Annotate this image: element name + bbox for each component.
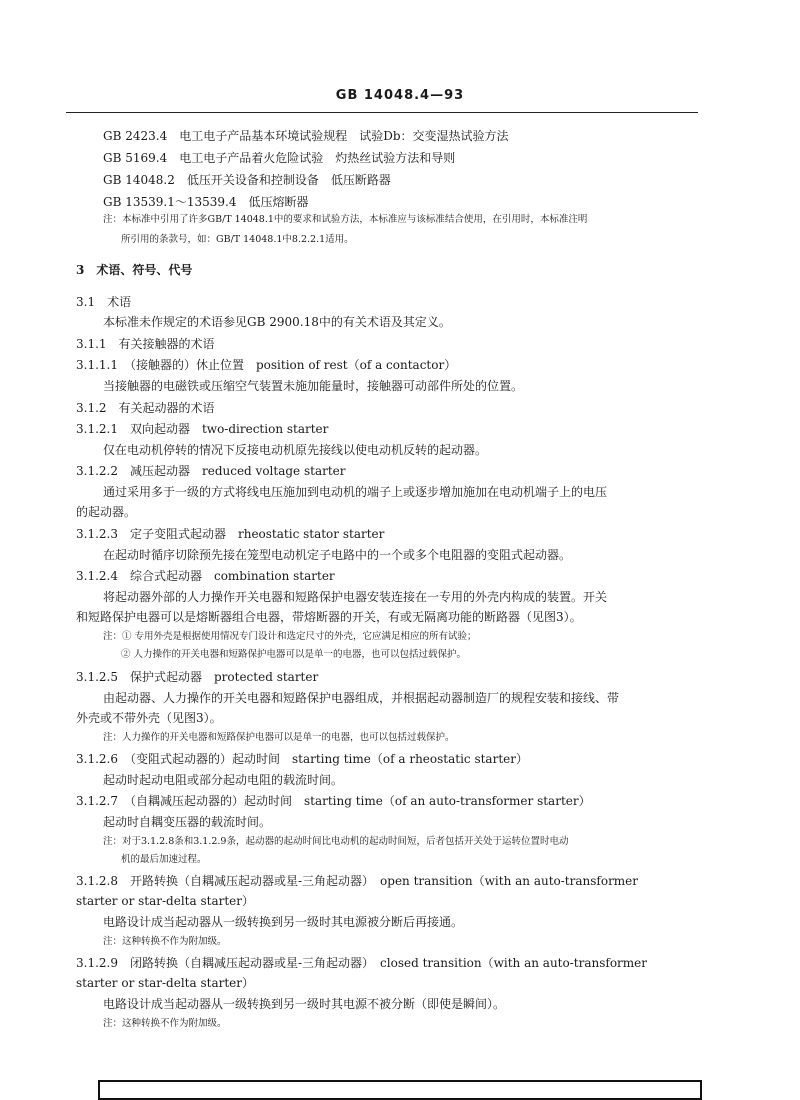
clause-heading: 3.1.2.9 闭路转换（自耦减压起动器或星-三角起动器） closed transition（with an auto-transformer (76, 956, 648, 970)
clause-text: 电路设计成当起动器从一级转换到另一级时其电源被分断后再接通。 (103, 915, 464, 929)
clause-heading: 3.1.2.4 综合式起动器 combination starter (76, 569, 335, 583)
clause-text: 外壳或不带外壳（见图3）。 (76, 711, 222, 725)
clause-note: 注：对于3.1.2.8条和3.1.2.9条，起动器的起动时间比电动机的起动时间短，后者包括开关处于运转位置时电动 (103, 836, 569, 847)
reference-item: GB 5169.4 电工电子产品着火危险试验 灼热丝试验方法和导则 (103, 151, 456, 165)
reference-item: GB 2423.4 电工电子产品基本环境试验规程 试验Db：交变湿热试验方法 (103, 129, 509, 143)
clause-text: 起动时起动电阻或部分起动电阻的载流时间。 (103, 773, 344, 787)
clause-text: 本标准未作规定的术语参见GB 2900.18中的有关术语及其定义。 (103, 315, 451, 329)
clause-heading: 3.1.2.1 双向起动器 two-direction starter (76, 422, 329, 436)
header-rule (66, 112, 698, 113)
clause-heading: 3.1.2.8 开路转换（自耦减压起动器或星-三角起动器） open transition（with an auto-transformer (76, 874, 639, 888)
clause-note: 注：① 专用外壳是根据使用情况专门设计和选定尺寸的外壳，它应满足相应的所有试验； (103, 631, 477, 642)
reference-note: 注：本标准中引用了许多GB/T 14048.1中的要求和试验方法，本标准应与该标准结合使用，在引用时，本标准注明 (103, 214, 588, 225)
clause-text: 的起动器。 (76, 505, 137, 519)
clause-text: 将起动器外部的人力操作开关电器和短路保护电器安装连接在一专用的外壳内构成的装置。开关 (103, 590, 608, 604)
clause-heading: 3.1.2 有关起动器的术语 (76, 401, 215, 415)
clause-heading: 3.1.2.2 减压起动器 reduced voltage starter (76, 464, 346, 478)
clause-text: 在起动时循序切除预先接在笼型电动机定子电路中的一个或多个电阻器的变阻式起动器。 (103, 548, 572, 562)
clause-heading: 3.1.2.6 （变阻式起动器的）起动时间 starting time（of a rheostatic starter） (76, 752, 528, 766)
clause-note: 注：人力操作的开关电器和短路保护电器可以是单一的电器，也可以包括过载保护。 (103, 732, 455, 743)
clause-heading: 3.1.2.5 保护式起动器 protected starter (76, 670, 319, 684)
reference-note: 所引用的条款号，如：GB/T 14048.1中8.2.2.1适用。 (121, 234, 354, 245)
clause-text: 仅在电动机停转的情况下反接电动机原先接线以使电动机反转的起动器。 (103, 443, 488, 457)
clause-heading: starter or star-delta starter） (76, 894, 254, 908)
section-heading: 3 术语、符号、代号 (76, 263, 193, 277)
clause-note: 注：这种转换不作为附加级。 (103, 1018, 227, 1029)
reference-item: GB 13539.1～13539.4 低压熔断器 (103, 195, 309, 209)
clause-text: 和短路保护电器可以是熔断器组合电器，带熔断器的开关，有或无隔离功能的断路器（见图3）。 (76, 610, 582, 624)
clause-text: 由起动器、人力操作的开关电器和短路保护电器组成，并根据起动器制造厂的规程安装和接线、带 (103, 691, 620, 705)
clause-heading: starter or star-delta starter） (76, 976, 254, 990)
clause-text: 当接触器的电磁铁或压缩空气装置未施加能量时，接触器可动部件所处的位置。 (103, 379, 524, 393)
clause-heading: 3.1.1 有关接触器的术语 (76, 337, 215, 351)
clause-note: 注：这种转换不作为附加级。 (103, 936, 227, 947)
figure-frame (98, 1080, 702, 1100)
clause-heading: 3.1 术语 (76, 295, 132, 309)
clause-heading: 3.1.1.1 （接触器的）休止位置 position of rest（of a contactor） (76, 358, 457, 372)
clause-text: 电路设计成当起动器从一级转换到另一级时其电源不被分断（即使是瞬间）。 (103, 997, 506, 1011)
clause-text: 通过采用多于一级的方式将线电压施加到电动机的端子上或逐步增加施加在电动机端子上的电压 (103, 485, 608, 499)
reference-item: GB 14048.2 低压开关设备和控制设备 低压断路器 (103, 173, 391, 187)
page-header: GB 14048.4—93 (335, 88, 465, 103)
clause-heading: 3.1.2.3 定子变阻式起动器 rheostatic stator starter (76, 527, 385, 541)
clause-text: 起动时自耦变压器的载流时间。 (103, 815, 272, 829)
clause-note: ② 人力操作的开关电器和短路保护电器可以是单一的电器，也可以包括过载保护。 (121, 649, 467, 660)
clause-note: 机的最后加速过程。 (121, 854, 207, 865)
clause-heading: 3.1.2.7 （自耦减压起动器的）起动时间 starting time（of an auto-transformer starter） (76, 794, 591, 808)
